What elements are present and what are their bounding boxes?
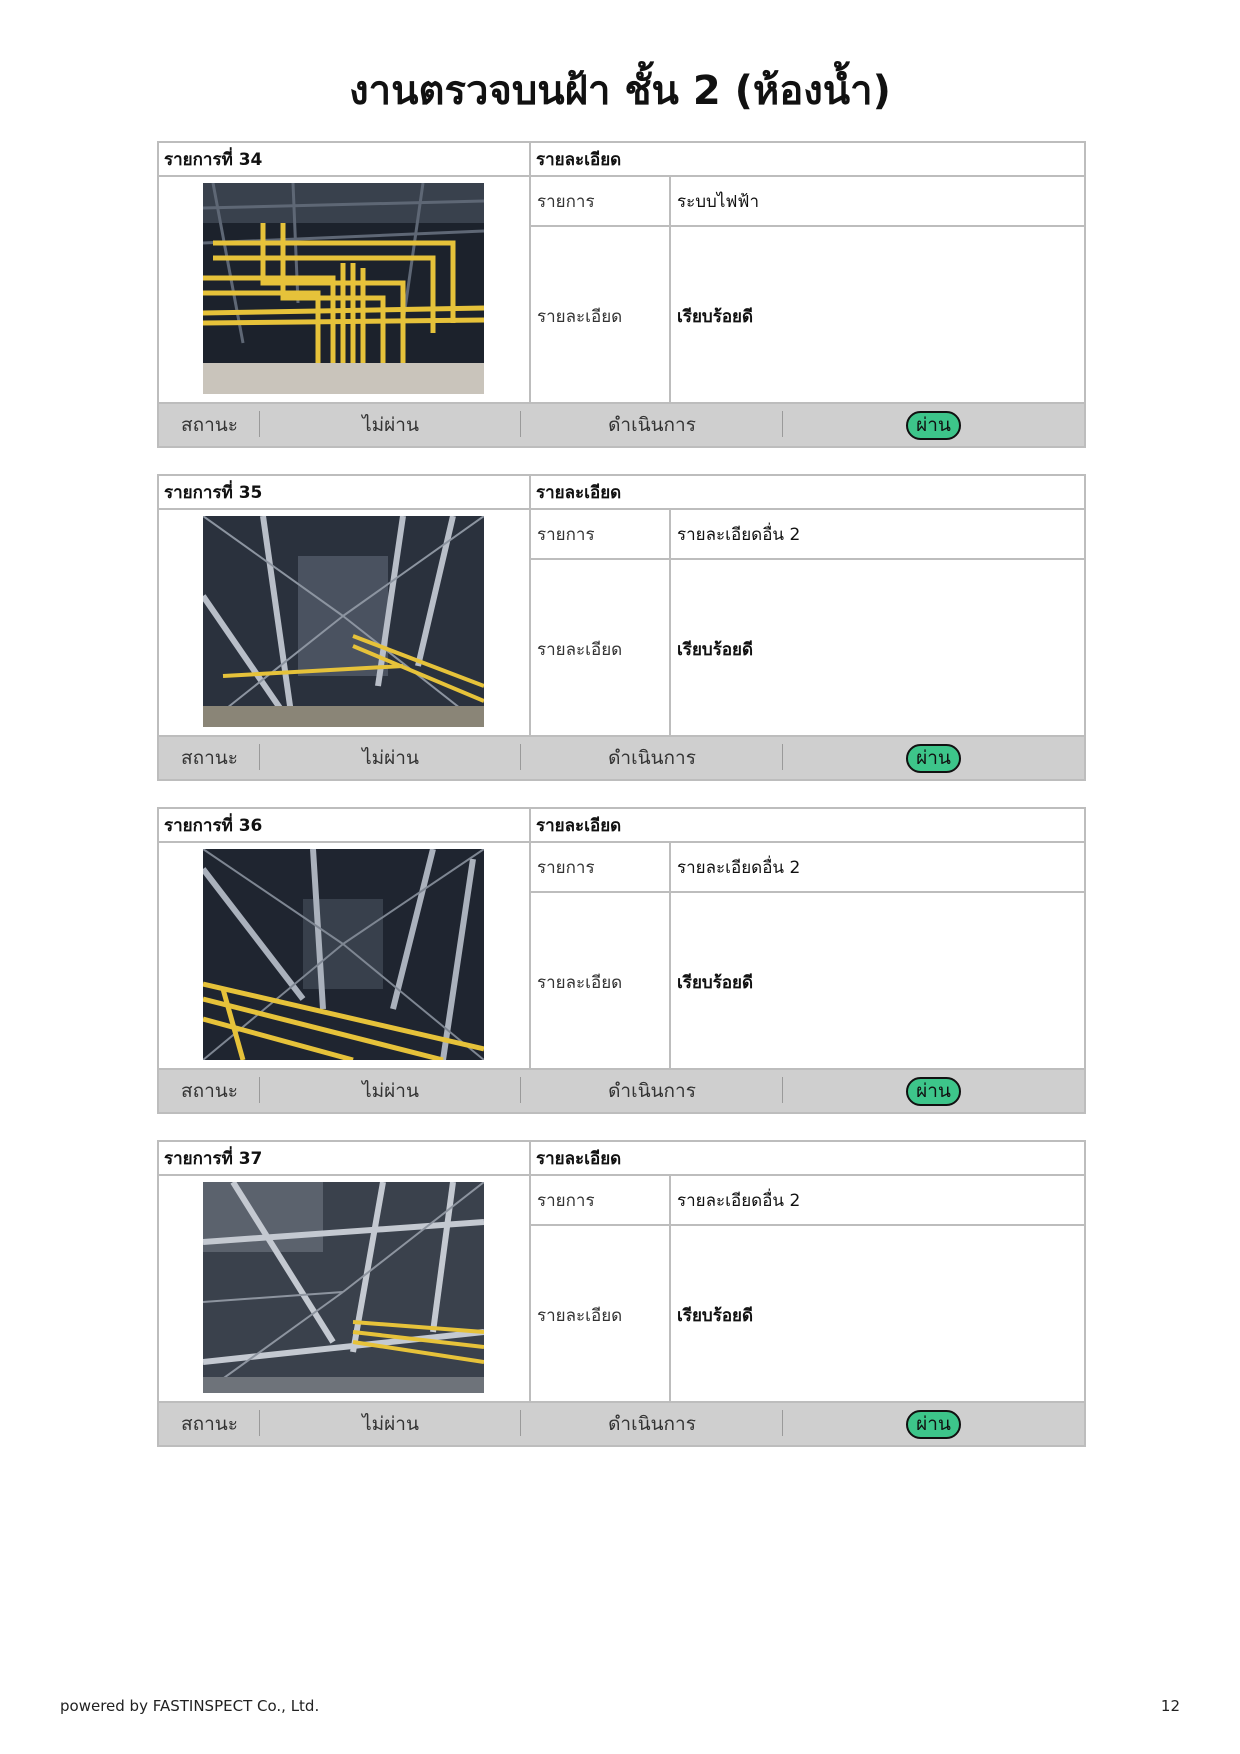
item-label: รายการ	[531, 1176, 671, 1224]
page-number: 12	[1160, 1697, 1180, 1715]
status-pass-badge[interactable]: ผ่าน	[906, 411, 961, 440]
item-number-header: รายการที่ 35	[159, 476, 531, 510]
status-in-progress-option[interactable]: ดำเนินการ	[608, 414, 696, 436]
status-pass-badge[interactable]: ผ่าน	[906, 1410, 961, 1439]
item-number-header: รายการที่ 34	[159, 143, 531, 177]
page-title: งานตรวจบนฝ้า ชั้น 2 (ห้องน้ำ)	[349, 68, 891, 114]
ceiling-photo-steel-frame[interactable]	[203, 516, 484, 727]
status-label: สถานะ	[181, 414, 238, 436]
detail-value: เรียบร้อยดี	[677, 640, 754, 660]
ceiling-photo-electrical-conduits[interactable]	[203, 183, 484, 394]
photo-cell	[159, 510, 531, 739]
status-fail-option[interactable]: ไม่ผ่าน	[362, 1413, 419, 1435]
ceiling-photo-steel-frame[interactable]	[203, 1182, 484, 1393]
status-bar	[159, 735, 1084, 779]
inspection-card	[157, 474, 1086, 781]
detail-value: เรียบร้อยดี	[677, 973, 754, 993]
status-fail-option[interactable]: ไม่ผ่าน	[362, 1080, 419, 1102]
detail-label: รายละเอียด	[531, 893, 671, 1072]
status-pass-badge[interactable]: ผ่าน	[906, 1077, 961, 1106]
inspection-card	[157, 807, 1086, 1114]
detail-label: รายละเอียด	[531, 1226, 671, 1405]
status-fail-option[interactable]: ไม่ผ่าน	[362, 747, 419, 769]
ceiling-photo-steel-frame[interactable]	[203, 849, 484, 1060]
inspection-card	[157, 1140, 1086, 1447]
status-pass-badge[interactable]: ผ่าน	[906, 744, 961, 773]
detail-header: รายละเอียด	[531, 143, 1084, 177]
detail-value: เรียบร้อยดี	[677, 1306, 754, 1326]
inspection-card	[157, 141, 1086, 448]
status-in-progress-option[interactable]: ดำเนินการ	[608, 1413, 696, 1435]
item-value: ระบบไฟฟ้า	[677, 191, 760, 212]
item-value: รายละเอียดอื่น 2	[677, 524, 801, 545]
item-number-header: รายการที่ 36	[159, 809, 531, 843]
status-fail-option[interactable]: ไม่ผ่าน	[362, 414, 419, 436]
footer-powered-by: powered by FASTINSPECT Co., Ltd.	[60, 1697, 320, 1715]
status-bar	[159, 402, 1084, 446]
status-label: สถานะ	[181, 1080, 238, 1102]
detail-header: รายละเอียด	[531, 476, 1084, 510]
status-in-progress-option[interactable]: ดำเนินการ	[608, 1080, 696, 1102]
photo-cell	[159, 843, 531, 1072]
status-in-progress-option[interactable]: ดำเนินการ	[608, 747, 696, 769]
status-label: สถานะ	[181, 747, 238, 769]
item-value: รายละเอียดอื่น 2	[677, 1190, 801, 1211]
item-label: รายการ	[531, 843, 671, 891]
item-label: รายการ	[531, 177, 671, 225]
item-number-header: รายการที่ 37	[159, 1142, 531, 1176]
status-label: สถานะ	[181, 1413, 238, 1435]
detail-header: รายละเอียด	[531, 1142, 1084, 1176]
status-bar	[159, 1401, 1084, 1445]
detail-header: รายละเอียด	[531, 809, 1084, 843]
detail-value: เรียบร้อยดี	[677, 307, 754, 327]
detail-label: รายละเอียด	[531, 227, 671, 406]
status-bar	[159, 1068, 1084, 1112]
photo-cell	[159, 1176, 531, 1405]
item-label: รายการ	[531, 510, 671, 558]
photo-cell	[159, 177, 531, 406]
item-value: รายละเอียดอื่น 2	[677, 857, 801, 878]
detail-label: รายละเอียด	[531, 560, 671, 739]
